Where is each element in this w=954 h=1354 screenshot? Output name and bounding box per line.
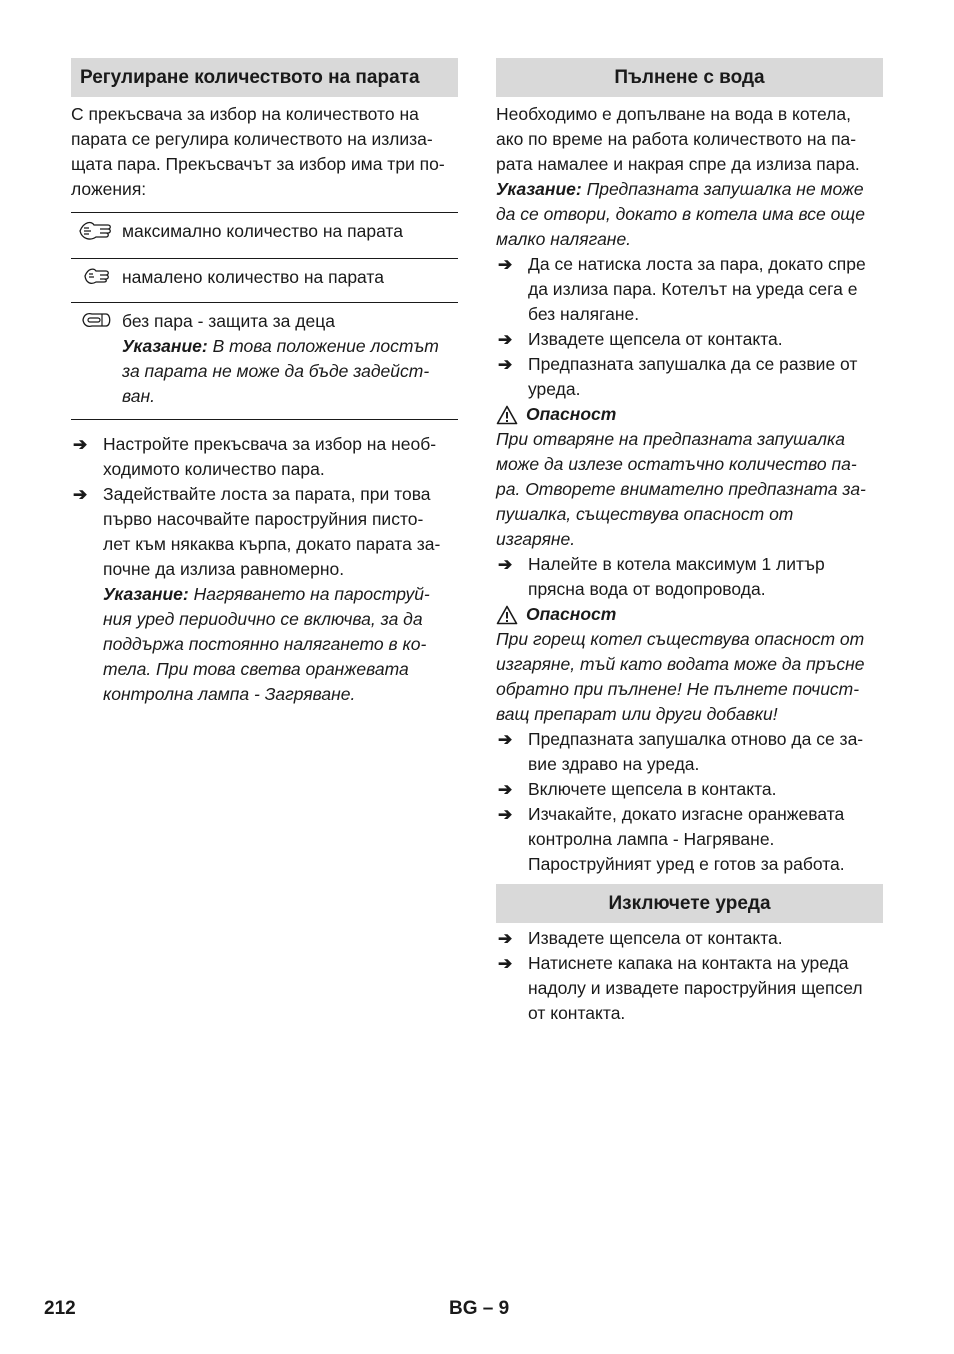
note-line: поддържа постоянно налягането в ко- xyxy=(103,634,427,654)
text-line: надолу и извадете пароструйния щепсел xyxy=(528,978,863,998)
steps-list xyxy=(496,727,883,877)
steam-mode-table xyxy=(71,212,458,420)
text-line: вие здраво на уреда. xyxy=(528,754,700,774)
section-heading-switch-off: Изключете уреда xyxy=(496,884,883,923)
intro-paragraph xyxy=(496,102,883,252)
list-item xyxy=(496,951,883,1026)
steps-list xyxy=(496,252,883,402)
arrow-icon: ➔ xyxy=(498,330,513,349)
text-line: ложения: xyxy=(71,179,147,199)
section-heading-steam-amount: Регулиране количеството на парата xyxy=(71,58,458,97)
steam-max-icon xyxy=(71,213,122,259)
text-line: При отваряне на предпазната запушалка xyxy=(496,429,845,449)
text-line: Извадете щепсела от контакта. xyxy=(528,329,783,349)
intro-paragraph xyxy=(71,102,458,202)
arrow-icon: ➔ xyxy=(73,435,88,454)
note xyxy=(122,334,458,359)
steps-list xyxy=(496,926,883,1026)
warning-triangle-icon xyxy=(496,405,518,425)
arrow-icon: ➔ xyxy=(498,355,513,374)
text-line: щата пара. Прекъсвачът за избор има три по- xyxy=(71,154,445,174)
text-line: Предпазната запушалка отново да се за- xyxy=(528,729,864,749)
steam-reduced-icon xyxy=(71,259,122,303)
page-label: BG – 9 xyxy=(449,1298,510,1319)
text-line: Извадете щепсела от контакта. xyxy=(528,928,783,948)
note-text: Нагряването на пароструй- xyxy=(193,584,430,604)
text-line: С прекъсвача за избор на количеството на xyxy=(71,104,419,124)
mode-row-reduced xyxy=(71,259,458,303)
text-line: може да излезе остатъчно количество па- xyxy=(496,454,857,474)
arrow-icon: ➔ xyxy=(498,805,513,824)
note xyxy=(103,582,458,607)
mode-label: намалено количество на парата xyxy=(122,259,458,303)
mode-row-off xyxy=(71,303,458,420)
note-label: Указание: xyxy=(103,584,189,604)
list-item xyxy=(496,727,883,777)
text-line: ходимото количество пара. xyxy=(103,459,325,479)
list-item xyxy=(496,802,883,877)
danger-text xyxy=(496,427,883,552)
text-line: Включете щепсела в контакта. xyxy=(528,779,777,799)
text-line: изгаряне, тъй като водата може да пръсне xyxy=(496,654,865,674)
text-line: уреда. xyxy=(528,379,581,399)
list-item xyxy=(496,777,883,802)
text-line: Необходимо е допълване на вода в котела, xyxy=(496,104,851,124)
text-line: без налягане. xyxy=(528,304,640,324)
note-line: ван. xyxy=(122,386,155,406)
note-text: В това положение лостът xyxy=(212,336,439,356)
note-line: ния уред периодично се включва, за да xyxy=(103,609,423,629)
text-line: ващ препарат или други добавки! xyxy=(496,704,778,724)
list-item xyxy=(496,327,883,352)
text-line: от контакта. xyxy=(528,1003,626,1023)
text-line: парата се регулира количеството на излиза- xyxy=(71,129,433,149)
arrow-icon: ➔ xyxy=(498,255,513,274)
danger-heading xyxy=(496,602,883,627)
list-item xyxy=(496,252,883,327)
list-item xyxy=(496,552,883,602)
text-line: контролна лампа - Нагряване. xyxy=(528,829,775,849)
text-line: Настройте прекъсвача за избор на необ- xyxy=(103,434,437,454)
note xyxy=(496,177,883,202)
text-line: Налейте в котела максимум 1 литър xyxy=(528,554,825,574)
arrow-icon: ➔ xyxy=(498,954,513,973)
text-line: лет към някаква кърпа, докато парата за- xyxy=(103,534,441,554)
arrow-icon: ➔ xyxy=(73,485,88,504)
danger-label: Опасност xyxy=(526,604,617,624)
arrow-icon: ➔ xyxy=(498,730,513,749)
mode-row-max xyxy=(71,213,458,259)
text-line: да излиза пара. Котелът на уреда сега е xyxy=(528,279,858,299)
text-line: Натиснете капака на контакта на уреда xyxy=(528,953,849,973)
danger-heading xyxy=(496,402,883,427)
left-column xyxy=(71,58,458,707)
text-line: Пароструйният уред е готов за работа. xyxy=(528,854,845,874)
right-column xyxy=(496,58,883,1026)
note-label: Указание: xyxy=(122,336,208,356)
text-line: Предпазната запушалка да се развие от xyxy=(528,354,858,374)
text-line: ра. Отворете внимателно предпазната за- xyxy=(496,479,866,499)
note-line: тела. При това светва оранжевата xyxy=(103,659,409,679)
list-item xyxy=(496,926,883,951)
arrow-icon: ➔ xyxy=(498,929,513,948)
warning-triangle-icon xyxy=(496,605,518,625)
text-line: Изчакайте, докато изгасне оранжевата xyxy=(528,804,845,824)
text-line: почне да излиза равномерно. xyxy=(103,559,345,579)
steps-list xyxy=(71,432,458,707)
note-text: Предпазната запушалка не може xyxy=(586,179,864,199)
steam-off-icon xyxy=(71,303,122,420)
note-line: за парата не може да бъде задейст- xyxy=(122,361,430,381)
text-line: При горещ котел съществува опасност от xyxy=(496,629,865,649)
arrow-icon: ➔ xyxy=(498,780,513,799)
text-line: изгаряне. xyxy=(496,529,576,549)
text-line: обратно при пълнене! Не пълнете почист- xyxy=(496,679,860,699)
text-line: пушалка, съществува опасност от xyxy=(496,504,794,524)
text-line: първо насочвайте пароструйния писто- xyxy=(103,509,424,529)
mode-row-off-content xyxy=(122,303,458,420)
text-line: Да се натиска лоста за пара, докато спре xyxy=(528,254,866,274)
note-label: Указание: xyxy=(496,179,582,199)
note-line: малко налягане. xyxy=(496,229,632,249)
mode-label: без пара - защита за деца xyxy=(122,311,335,331)
note-line: контролна лампа - Загряване. xyxy=(103,684,356,704)
note-line: да се отвори, докато в котела има все още xyxy=(496,204,865,224)
text-line: ако по време на работа количеството на па- xyxy=(496,129,857,149)
arrow-icon: ➔ xyxy=(498,555,513,574)
section-heading-fill-water: Пълнене с вода xyxy=(496,58,883,97)
danger-text xyxy=(496,627,883,727)
text-line: рата намалее и накрая спре да излиза пара. xyxy=(496,154,860,174)
mode-label: максимално количество на парата xyxy=(122,213,458,259)
text-line: прясна вода от водопровода. xyxy=(528,579,766,599)
list-item xyxy=(71,432,458,482)
list-item xyxy=(71,482,458,707)
page-number: 212 xyxy=(44,1298,76,1319)
text-line: Задействайте лоста за парата, при това xyxy=(103,484,431,504)
danger-label: Опасност xyxy=(526,404,617,424)
list-item xyxy=(496,352,883,402)
